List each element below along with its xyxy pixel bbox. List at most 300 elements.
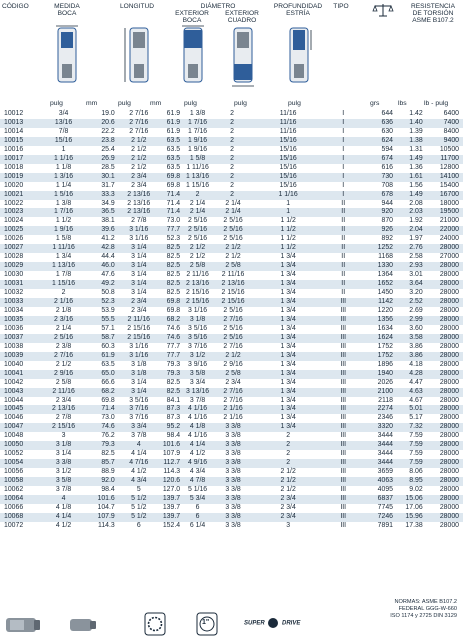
table-cell: I — [325, 191, 361, 200]
table-cell: 5.01 — [393, 405, 423, 414]
table-cell: 4.28 — [393, 370, 423, 379]
table-row — [0, 468, 463, 477]
table-row — [0, 522, 463, 531]
table-cell: 2 — [286, 432, 291, 440]
table-cell: II — [341, 217, 346, 225]
table-cell: 6400 — [443, 110, 459, 117]
table-cell: 3 1/4 — [131, 253, 147, 261]
table-cell: 3 1/16 — [129, 342, 149, 350]
table-cell: 2.58 — [409, 253, 423, 261]
table-cell: 3.58 — [393, 334, 423, 343]
table-cell: 33.3 — [83, 191, 121, 200]
table-cell: 28000 — [439, 468, 459, 476]
table-cell: 9400 — [423, 137, 463, 146]
table-row — [0, 146, 463, 155]
table-cell: II — [341, 199, 346, 207]
table-cell: 10030 — [4, 271, 24, 279]
table-cell: III — [340, 360, 347, 368]
table-cell: 2 1/2 — [131, 163, 147, 171]
table-cell: 2 3/4 — [55, 396, 72, 404]
table-row — [0, 155, 463, 164]
table-cell: 69.8 — [166, 181, 181, 189]
table-cell: 1 1/2 — [280, 217, 296, 225]
table-cell: 28000 — [439, 414, 459, 422]
table-cell: 3320 — [361, 423, 393, 432]
unit-longitud-pulg: pulg — [118, 100, 131, 107]
table-cell: 1 3/4 — [251, 280, 325, 289]
table-cell: 1.61 — [393, 173, 423, 182]
table-cell: 28000 — [423, 495, 463, 504]
table-cell: 16700 — [423, 191, 463, 200]
table-cell: 46.0 — [83, 262, 121, 271]
table-cell: 2 15/16 — [44, 423, 82, 432]
table-cell: 42.8 — [83, 244, 121, 253]
table-cell: 1 7/8 — [55, 271, 72, 279]
table-cell: 28000 — [423, 262, 463, 271]
table-cell: 2118 — [378, 396, 393, 404]
table-cell: I — [325, 137, 361, 146]
table-cell: 10043 — [0, 388, 44, 397]
table-cell: 4 7/8 — [180, 477, 215, 486]
table-cell: III — [340, 486, 347, 494]
table-cell: 1.31 — [409, 145, 423, 153]
header-exterior-boca: EXTERIOR BOCA — [175, 10, 209, 24]
cell-exterior-cuadro: 2 9/16 — [223, 360, 243, 368]
table-cell: 69.8 — [101, 396, 115, 404]
cell-exterior-cuadro: 3 3/8 — [215, 495, 251, 504]
cell-exterior-cuadro: 2 — [215, 173, 251, 182]
table-cell: 3 13/16 — [180, 388, 215, 397]
table-cell: 3 1/2 — [55, 468, 72, 476]
table-cell: 71.4 — [157, 208, 180, 217]
table-cell: 4 1/16 — [180, 405, 215, 414]
cell-exterior-cuadro: 2 7/16 — [215, 388, 251, 397]
table-cell: 20.6 — [83, 119, 121, 128]
table-cell: 2 1/4 — [189, 199, 206, 207]
table-cell: 1752 — [361, 352, 393, 361]
table-cell: 71.4 — [166, 199, 181, 207]
table-cell: 10028 — [4, 253, 24, 261]
socket-spec-table — [0, 110, 463, 531]
table-cell: I — [325, 119, 361, 128]
table-cell: 1624 — [361, 334, 393, 343]
table-cell: 4 1/4 — [131, 450, 147, 458]
table-row — [0, 414, 463, 423]
table-cell: 1 13/16 — [180, 173, 215, 182]
table-cell: 4.47 — [409, 378, 423, 386]
table-cell: 26.9 — [83, 155, 121, 164]
table-cell: 1634 — [377, 324, 393, 332]
table-cell: 10056 — [4, 468, 24, 476]
table-cell: 1652 — [361, 280, 393, 289]
table-cell: 44.4 — [101, 253, 115, 261]
table-cell: 2 1/2 — [55, 360, 72, 368]
table-cell: II — [325, 244, 361, 253]
table-cell: 10012 — [4, 110, 24, 117]
table-cell: 1 1/2 — [251, 244, 325, 253]
table-cell: 674 — [361, 155, 393, 164]
table-cell: 98.4 — [101, 486, 115, 494]
table-cell: 2 5/16 — [44, 334, 82, 343]
table-cell: 82.5 — [166, 378, 181, 386]
table-cell: 101.6 — [157, 441, 180, 450]
table-cell: 4 7/16 — [121, 459, 157, 468]
table-row — [0, 325, 463, 334]
table-cell: 79.3 — [83, 441, 121, 450]
table-cell: 69.8 — [157, 173, 180, 182]
table-cell: 107.9 — [162, 450, 181, 458]
table-row — [0, 307, 463, 316]
norms-asme: NORMAS: ASME B107.2 — [394, 599, 457, 605]
table-cell: 644 — [381, 110, 393, 117]
table-cell: 73.0 — [101, 414, 115, 422]
table-cell: 4 1/2 — [55, 521, 72, 529]
table-row — [0, 110, 463, 119]
table-cell: 2 3/4 — [121, 298, 157, 307]
table-cell: 3 7/8 — [189, 396, 206, 404]
table-row — [0, 477, 463, 486]
table-cell: 2 5/16 — [187, 235, 208, 243]
cell-exterior-cuadro: 3 3/8 — [215, 459, 251, 468]
table-cell: 5 — [136, 486, 141, 494]
table-cell: 3 5/8 — [44, 477, 82, 486]
brand-super: SUPER — [244, 620, 265, 627]
table-cell: 28000 — [439, 432, 459, 440]
table-cell: I — [342, 181, 345, 189]
table-cell: 3 1/4 — [131, 378, 147, 386]
cell-exterior-cuadro: 2 5/8 — [215, 262, 251, 271]
table-cell: 4 — [121, 441, 157, 450]
table-cell: III — [340, 324, 347, 332]
table-cell: 15/16 — [279, 145, 297, 153]
table-cell: 1 13/16 — [44, 262, 82, 271]
table-cell: 28000 — [439, 306, 459, 314]
table-cell: 2 — [180, 191, 215, 200]
table-cell: 28000 — [439, 360, 459, 368]
table-cell: III — [340, 378, 347, 386]
table-cell: III — [325, 334, 361, 343]
table-cell: 3 7/8 — [131, 432, 147, 440]
table-cell: 6 — [136, 521, 141, 529]
table-cell: 1 3/4 — [280, 306, 296, 314]
table-cell: 71.4 — [157, 191, 180, 200]
cell-exterior-cuadro: 2 7/16 — [223, 342, 243, 350]
table-cell: 41.2 — [101, 235, 115, 243]
table-cell: 10058 — [0, 477, 44, 486]
table-row — [0, 370, 463, 379]
table-cell: 2 1/8 — [55, 306, 72, 314]
table-cell: 3444 — [361, 459, 393, 468]
table-cell: 10041 — [0, 370, 44, 379]
table-cell: 1252 — [361, 244, 393, 253]
table-cell: 28000 — [439, 342, 459, 350]
cell-exterior-cuadro: 3 3/8 — [215, 477, 251, 486]
cell-exterior-cuadro: 2 — [215, 119, 251, 128]
header-exterior-cuadro: EXTERIOR CUADRO — [225, 10, 259, 24]
table-cell: 1 15/16 — [186, 181, 210, 189]
table-cell: 28000 — [423, 244, 463, 253]
table-cell: 1.92 — [409, 217, 423, 225]
table-row — [0, 217, 463, 226]
cell-exterior-cuadro: 2 — [230, 163, 234, 171]
table-cell: 10066 — [4, 503, 24, 511]
table-cell: III — [340, 414, 347, 422]
table-cell: 1 3/4 — [251, 423, 325, 432]
table-cell: 10020 — [4, 181, 24, 189]
table-cell: 10024 — [4, 217, 24, 225]
table-cell: 1 11/16 — [186, 163, 209, 171]
table-row — [0, 173, 463, 182]
table-cell: 1 3/4 — [280, 271, 296, 279]
table-cell: 68.2 — [83, 388, 121, 397]
table-cell: 1364 — [377, 271, 393, 279]
table-cell: 10025 — [0, 226, 44, 235]
table-cell: III — [340, 468, 347, 476]
cell-exterior-cuadro: 2 15/16 — [215, 298, 251, 307]
table-cell: 1 5/8 — [180, 155, 215, 164]
table-cell: 11/16 — [251, 119, 325, 128]
table-cell: 2 15/16 — [186, 289, 210, 297]
cell-exterior-cuadro: 2 7/16 — [215, 316, 251, 325]
table-cell: 3 5/8 — [180, 370, 215, 379]
table-cell: 3.64 — [393, 280, 423, 289]
table-cell: 10044 — [4, 396, 24, 404]
table-cell: 3.01 — [409, 271, 423, 279]
table-cell: 10064 — [0, 495, 44, 504]
table-cell: 1 3/4 — [251, 262, 325, 271]
table-cell: 28000 — [423, 441, 463, 450]
table-cell: 3444 — [377, 432, 393, 440]
table-cell: 47.6 — [101, 271, 115, 279]
table-cell: 4 — [44, 495, 82, 504]
table-cell: 6837 — [361, 495, 393, 504]
table-cell: 7.59 — [393, 459, 423, 468]
table-cell: 15/16 — [251, 155, 325, 164]
table-cell: 14100 — [423, 173, 463, 182]
table-cell: 5 1/2 — [121, 495, 157, 504]
table-cell: 10023 — [0, 208, 44, 217]
table-cell: III — [340, 306, 347, 314]
norms-iso-din: ISO 1174 y 2725 DIN 3129 — [390, 613, 457, 620]
table-cell: 4 3/4 — [121, 477, 157, 486]
table-cell: 1450 — [377, 289, 393, 297]
units-row — [0, 100, 463, 109]
table-cell: 1 3/4 — [251, 388, 325, 397]
table-cell: 58.7 — [83, 334, 121, 343]
table-cell: 1.56 — [409, 181, 423, 189]
table-cell: II — [341, 235, 346, 243]
table-cell: 112.7 — [157, 459, 180, 468]
table-cell: 4 3/4 — [189, 468, 206, 476]
table-cell: 7745 — [377, 503, 393, 511]
table-cell: 10062 — [4, 486, 24, 494]
table-cell: 63.5 — [157, 155, 180, 164]
cell-exterior-cuadro: 2 1/2 — [225, 253, 241, 261]
table-cell: 57.1 — [101, 324, 115, 332]
table-cell: 19.0 — [101, 110, 115, 117]
table-cell: 10042 — [4, 378, 24, 386]
table-cell: 77.7 — [157, 226, 180, 235]
table-cell: III — [325, 423, 361, 432]
table-cell: 15.06 — [393, 495, 423, 504]
table-cell: 39.6 — [83, 226, 121, 235]
table-cell: 1.38 — [393, 137, 423, 146]
table-cell: III — [340, 450, 347, 458]
table-cell: 1.97 — [409, 235, 423, 243]
table-cell: 31.7 — [101, 181, 115, 189]
table-cell: 28000 — [423, 477, 463, 486]
table-cell: 1 3/16 — [44, 173, 82, 182]
table-cell: 1 9/16 — [44, 226, 82, 235]
table-row — [0, 164, 463, 173]
table-cell: 1 1/8 — [55, 163, 72, 171]
table-cell: III — [325, 298, 361, 307]
table-cell: 1 3/4 — [280, 414, 296, 422]
cell-exterior-cuadro: 3 3/8 — [225, 450, 241, 458]
table-cell: 4 1/2 — [189, 450, 206, 458]
table-cell: 1.40 — [393, 119, 423, 128]
table-cell: 24000 — [439, 235, 459, 243]
table-cell: 1 5/16 — [44, 191, 82, 200]
table-cell: 3 1/8 — [44, 441, 82, 450]
table-cell: 2.08 — [409, 199, 423, 207]
table-cell: 1 7/16 — [44, 208, 82, 217]
table-cell: 3 3/4 — [121, 423, 157, 432]
table-cell: 10026 — [4, 235, 24, 243]
cell-exterior-cuadro: 2 5/8 — [215, 370, 251, 379]
table-cell: 2 5/8 — [55, 378, 72, 386]
header-profundidad: PROFUNDIDAD ESTRÍA — [273, 3, 323, 17]
table-cell: 36.5 — [83, 208, 121, 217]
table-cell: 63.5 — [166, 145, 181, 153]
table-cell: 616 — [381, 163, 393, 171]
twelve-point-icon — [144, 612, 166, 636]
table-cell: 1142 — [361, 298, 393, 307]
table-cell: 3 1/16 — [129, 235, 149, 243]
table-cell: 79.3 — [157, 370, 180, 379]
table-cell: 3444 — [361, 441, 393, 450]
table-cell: 10019 — [0, 173, 44, 182]
table-cell: 10038 — [4, 342, 24, 350]
table-cell: 139.7 — [157, 513, 180, 522]
table-cell: 3/4 — [58, 110, 69, 117]
table-cell: 2 1/2 — [121, 155, 157, 164]
unit-medida-pulg: pulg — [50, 100, 63, 107]
table-cell: 120.6 — [157, 477, 180, 486]
table-cell: 1 — [251, 208, 325, 217]
table-cell: 4063 — [361, 477, 393, 486]
table-row — [0, 361, 463, 370]
table-cell: 2 — [61, 289, 66, 297]
table-row — [0, 397, 463, 406]
table-cell: 2 15/16 — [127, 324, 151, 332]
table-cell: 4 1/4 — [44, 513, 82, 522]
unit-lb-pulg: lb - pulg — [424, 100, 449, 107]
table-cell: 4 1/2 — [131, 468, 147, 476]
table-cell: 2 11/16 — [121, 316, 157, 325]
table-cell: 84.1 — [166, 396, 181, 404]
table-cell: I — [342, 110, 345, 117]
table-cell: 4 1/4 — [180, 441, 215, 450]
table-row — [0, 128, 463, 137]
table-cell: 10068 — [0, 513, 44, 522]
table-cell: 2 3/4 — [131, 181, 147, 189]
table-cell: 19500 — [423, 208, 463, 217]
table-cell: 2 13/16 — [127, 199, 151, 207]
table-row — [0, 235, 463, 244]
table-cell: 3 1/4 — [131, 271, 147, 279]
table-cell: 2026 — [377, 378, 393, 386]
table-cell: 101.6 — [83, 495, 121, 504]
table-cell: 6 1/4 — [189, 521, 206, 529]
table-row — [0, 486, 463, 495]
table-cell: 920 — [361, 208, 393, 217]
table-cell: 82.5 — [157, 244, 180, 253]
table-cell: 10050 — [0, 441, 44, 450]
table-cell: 2.93 — [393, 262, 423, 271]
table-cell: 2 3/4 — [121, 173, 157, 182]
table-cell: 28000 — [439, 378, 459, 386]
table-cell: 34.9 — [101, 199, 115, 207]
table-cell: 127.0 — [162, 486, 181, 494]
cell-exterior-cuadro: 2 — [230, 181, 234, 189]
cell-exterior-cuadro: 2 — [230, 127, 234, 135]
table-cell: 61.9 — [166, 127, 181, 135]
table-cell: 3 1/8 — [131, 360, 147, 368]
table-row — [0, 280, 463, 289]
table-cell: 25.4 — [101, 145, 115, 153]
table-cell: 1 3/4 — [251, 298, 325, 307]
table-cell: 3.86 — [409, 342, 423, 350]
table-row — [0, 253, 463, 262]
table-cell: 3444 — [377, 450, 393, 458]
table-cell: III — [340, 342, 347, 350]
cell-exterior-cuadro: 3 3/8 — [225, 486, 241, 494]
header-medida-boca: MEDIDA BOCA — [54, 3, 80, 17]
table-cell: 2 5/16 — [180, 226, 215, 235]
table-cell: 28000 — [439, 289, 459, 297]
table-cell: 4.67 — [409, 396, 423, 404]
table-row — [0, 316, 463, 325]
cell-exterior-cuadro: 2 5/16 — [215, 334, 251, 343]
table-cell: 17.06 — [405, 503, 423, 511]
cell-exterior-cuadro: 3 3/8 — [225, 468, 241, 476]
table-cell: 10039 — [0, 352, 44, 361]
table-cell: 3.60 — [409, 324, 423, 332]
table-cell: 63.5 — [157, 137, 180, 146]
unit-profundidad-pulg: pulg — [288, 100, 301, 107]
cell-exterior-cuadro: 2 5/16 — [223, 217, 243, 225]
table-cell: 2 1/2 — [280, 468, 296, 476]
table-cell: 69.8 — [157, 298, 180, 307]
table-cell: 139.7 — [162, 503, 181, 511]
table-cell: 3 5/16 — [187, 324, 208, 332]
table-cell: 11/16 — [279, 127, 297, 135]
table-cell: 2 — [251, 459, 325, 468]
table-cell: 10027 — [0, 244, 44, 253]
table-cell: 2 13/16 — [121, 208, 157, 217]
table-cell: 71.4 — [83, 405, 121, 414]
cell-exterior-cuadro: 2 5/16 — [223, 324, 243, 332]
table-cell: 2 1/2 — [189, 253, 206, 261]
table-cell: 3 1/4 — [121, 244, 157, 253]
table-cell: 3 — [286, 521, 291, 529]
socket-side-icon — [4, 614, 42, 636]
table-cell: 3 1/8 — [180, 316, 215, 325]
table-cell: 3 1/2 — [180, 352, 215, 361]
table-cell: 87.3 — [157, 405, 180, 414]
table-cell: II — [325, 280, 361, 289]
